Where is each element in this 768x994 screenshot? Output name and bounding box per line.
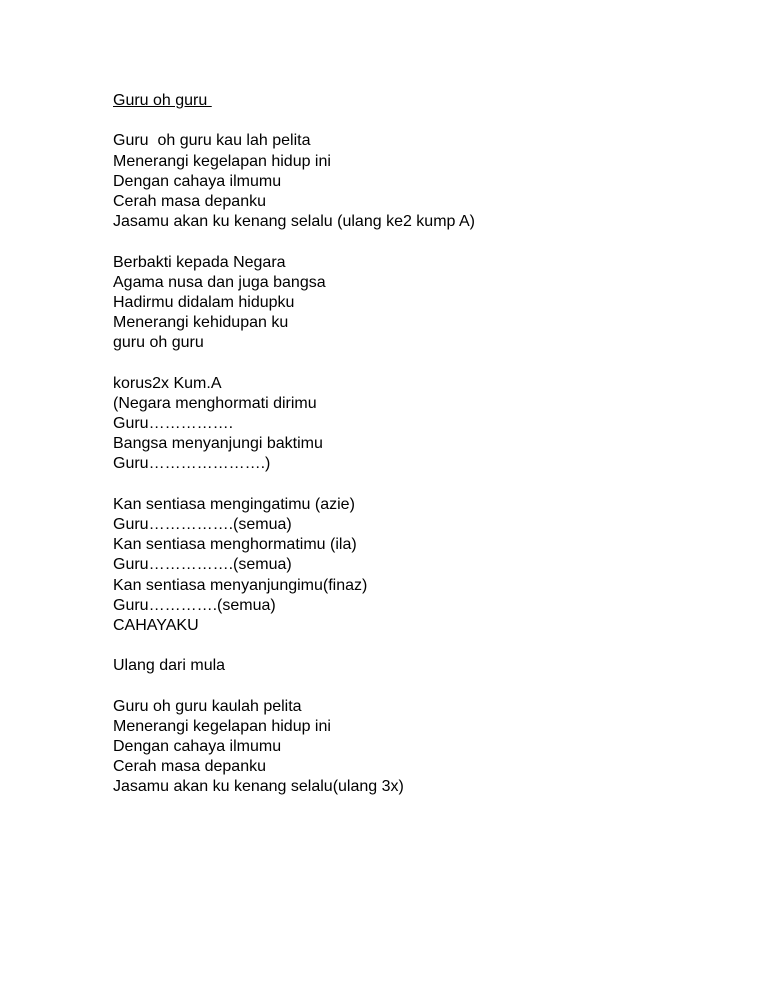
lyric-line: Kan sentiasa menghormatimu (ila) [113, 536, 357, 554]
lyric-line: guru oh guru [113, 334, 204, 352]
stanza-5 [113, 656, 475, 676]
lyric-line: Guru………….(semua) [113, 596, 276, 614]
lyric-line: Berbakti kepada Negara [113, 253, 286, 271]
lyric-line: Menerangi kegelapan hidup ini [113, 717, 331, 735]
lyric-line: Jasamu akan ku kenang selalu(ulang 3x) [113, 778, 404, 796]
stanza-6 [113, 697, 475, 798]
lyric-line: Cerah masa depanku [113, 192, 266, 210]
lyric-line: Guru…………….(semua) [113, 556, 292, 574]
lyric-line: CAHAYAKU [113, 616, 199, 634]
lyric-line: Menerangi kegelapan hidup ini [113, 152, 331, 170]
lyric-line: korus2x Kum.A [113, 374, 222, 392]
lyric-line: Jasamu akan ku kenang selalu (ulang ke2 kump A) [113, 213, 475, 231]
lyric-line: Kan sentiasa mengingatimu (azie) [113, 495, 355, 513]
lyric-line: Guru……………. [113, 415, 234, 432]
lyric-line: Guru…………….(semua) [113, 515, 292, 533]
lyric-line: Agama nusa dan juga bangsa [113, 273, 326, 291]
stanza-1 [113, 131, 475, 232]
lyric-line: Kan sentiasa menyanjungimu(finaz) [113, 576, 368, 594]
lyric-line: Guru oh guru kau lah pelita [113, 132, 311, 150]
song-title: Guru oh guru [113, 92, 212, 109]
lyric-line: Ulang dari mula [113, 657, 226, 675]
lyric-line: Dengan cahaya ilmumu [113, 738, 282, 755]
stanza-3-chorus [113, 374, 475, 475]
lyrics-body [113, 91, 475, 798]
lyric-line: Menerangi kehidupan ku [113, 314, 289, 332]
lyric-line: Guru………………….) [113, 455, 271, 473]
stanza-2 [113, 253, 475, 354]
lyric-line: Hadirmu didalam hidupku [113, 293, 295, 311]
lyric-line: Guru oh guru kaulah pelita [113, 697, 302, 715]
lyric-line: (Negara menghormati dirimu [113, 394, 317, 412]
lyric-line: Dengan cahaya ilmumu [113, 172, 282, 190]
stanza-4 [113, 495, 475, 636]
lyric-line: Bangsa menyanjungi baktimu [113, 435, 323, 453]
lyric-line: Cerah masa depanku [113, 758, 266, 776]
